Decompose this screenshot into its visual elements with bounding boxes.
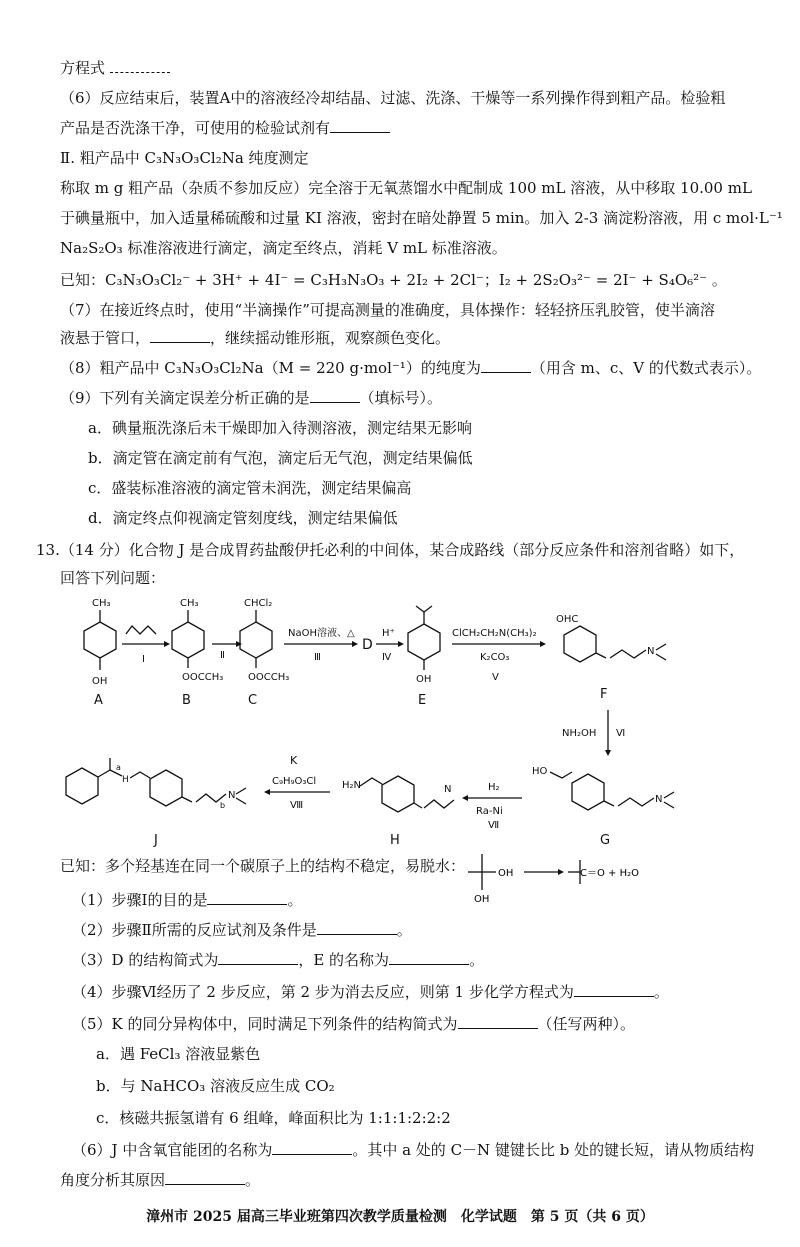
svg-text:NH₂OH: NH₂OH [562,728,597,739]
svg-text:CHCl₂: CHCl₂ [244,598,273,609]
compound-C [240,598,289,708]
sub-question-5: （5）K 的同分异构体中，同时满足下列条件的结构简式为 （任写两种）。 [72,1015,636,1033]
question-13-line1: 13.（14 分）化合物 J 是合成胃药盐酸伊托必利的中间体，某合成路线（部分反应条件和溶剂省略）如下， [36,541,745,559]
svg-text:H₂N: H₂N [342,780,362,791]
question-13-line2: 回答下列问题： [60,569,166,587]
svg-text:H: H [122,775,129,785]
option-c: c．盛装标准溶液的滴定管未润洗，测定结果偏高 [88,479,412,497]
svg-text:OH: OH [498,868,514,879]
arrow-step-II [212,641,242,661]
page-footer: 漳州市 2025 届高三毕业班第四次教学质量检测 化学试题 第 5 页（共 6 页） [146,1209,654,1225]
question-7-line1: （7）在接近终点时，使用“半滴操作”可提高测量的准确度，具体操作：轻轻挤压乳胶管，使半滴溶 [60,301,715,319]
compound-H [342,776,454,848]
question-9: （9）下列有关滴定误差分析正确的是 （填标号）。 [60,389,443,407]
svg-text:b: b [220,801,226,810]
svg-text:C₉H₉O₃Cl: C₉H₉O₃Cl [272,776,317,787]
svg-text:OOCCH₃: OOCCH₃ [248,672,290,683]
arrow-step-VII [462,782,522,831]
svg-text:H₂: H₂ [488,782,500,793]
svg-text:OH: OH [474,894,490,904]
option-d: d．滴定终点仰视滴定管刻度线，测定结果偏低 [88,509,398,527]
compound-A [84,598,116,708]
svg-text:ClCH₂CH₂N(CH₃)₂: ClCH₂CH₂N(CH₃)₂ [452,628,537,639]
svg-text:K: K [290,754,298,767]
svg-text:C＝O + H₂O: C＝O + H₂O [580,868,639,879]
svg-text:CH₃: CH₃ [92,598,111,609]
svg-text:OOCCH₃: OOCCH₃ [182,672,224,683]
svg-text:OHC: OHC [556,614,579,625]
svg-text:N: N [228,790,236,801]
dehydration-scheme [462,848,702,904]
compound-E [408,606,440,708]
svg-text:J: J [154,833,158,848]
svg-text:Ⅴ: Ⅴ [492,672,499,683]
arrow-step-VI [562,710,625,756]
svg-text:a: a [116,763,121,772]
condition-a: a．遇 FeCl₃ 溶液显紫色 [96,1045,261,1063]
option-b: b．滴定管在滴定前有气泡，滴定后无气泡，测定结果偏低 [88,449,473,467]
question-6-line2: 产品是否洗涤干净，可使用的检验试剂有 [60,118,390,138]
arrow-step-VIII [264,754,330,811]
arrow-step-I [122,626,170,665]
svg-text:N: N [444,784,452,795]
svg-text:HO: HO [532,766,548,777]
svg-text:G: G [600,833,611,848]
svg-text:Ⅵ: Ⅵ [616,728,626,739]
text-line: 方程式 [60,58,170,78]
procedure-line2: 于碘量瓶中，加入适量稀硫酸和过量 KI 溶液，密封在暗处静置 5 min。加入 2-3 滴淀粉溶液，用 c mol·L⁻¹ [60,209,783,227]
section-heading-II: Ⅱ. 粗产品中 C₃N₃O₃Cl₂Na 纯度测定 [60,149,309,167]
compound-J [66,758,246,848]
svg-text:Ⅳ: Ⅳ [382,652,392,663]
procedure-line1: 称取 m g 粗产品（杂质不参加反应）完全溶于无氧蒸馏水中配制成 100 mL 溶液，从中移取 10.00 mL [60,179,752,197]
arrow-step-IV [376,628,404,663]
compound-G [532,766,674,848]
svg-text:CH₃: CH₃ [180,598,199,609]
sub-question-6-line1: （6）J 中含氧官能团的名称为 。其中 a 处的 C－N 键键长比 b 处的键长短，请从物质结构 [72,1141,755,1159]
condition-c: c．核磁共振氢谱有 6 组峰，峰面积比为 1:1:1:2:2:2 [96,1109,451,1127]
compound-B [172,598,223,708]
sub-question-4: （4）步骤Ⅵ经历了 2 步反应，第 2 步为消去反应，则第 1 步化学方程式为 。 [72,983,669,1001]
question-8: （8）粗产品中 C₃N₃O₃Cl₂Na（M = 220 g·mol⁻¹）的纯度为 （用含 m、c、V 的代数式表示）。 [60,359,762,377]
svg-text:E: E [418,693,427,708]
sub-question-1: （1）步骤Ⅰ的目的是 。 [72,891,303,909]
svg-text:OH: OH [92,676,108,687]
question-6-line1: （6）反应结束后，装置A中的溶液经冷却结晶、过滤、洗涤、干燥等一系列操作得到粗产品。检验粗 [60,89,726,107]
svg-text:Ⅶ: Ⅶ [488,820,500,831]
svg-text:NaOH溶液、△: NaOH溶液、△ [288,628,355,639]
svg-text:N: N [647,646,655,657]
option-a: a．碘量瓶洗涤后未干燥即加入待测溶液，测定结果无影响 [88,419,472,437]
known-equations: 已知：C₃N₃O₃Cl₂⁻ + 3H⁺ + 4I⁻ = C₃H₃N₃O₃ + 2I₂ + 2Cl⁻；I₂ + 2S₂O₃²⁻ = 2I⁻ + S₄O₆²⁻ 。 [60,271,727,289]
sub-question-6-line2: 角度分析其原因 。 [60,1171,261,1189]
known-condition: 已知：多个羟基连在同一个碳原子上的结构不稳定，易脱水： [60,857,466,875]
synthesis-route-diagram [60,592,780,852]
condition-b: b．与 NaHCO₃ 溶液反应生成 CO₂ [96,1077,335,1095]
sub-question-3: （3）D 的结构简式为 ，E 的名称为 。 [72,951,485,969]
svg-text:H: H [390,833,400,848]
svg-text:Ⅱ: Ⅱ [220,650,225,661]
svg-text:Ⅷ: Ⅷ [290,800,304,811]
procedure-line3: Na₂S₂O₃ 标准溶液进行滴定，滴定至终点，消耗 V mL 标准溶液。 [60,239,507,257]
compound-F [556,614,666,702]
svg-text:B: B [182,693,191,708]
svg-text:Ⅰ: Ⅰ [142,654,145,665]
svg-text:N: N [655,794,663,805]
svg-text:OH: OH [416,674,432,685]
svg-text:K₂CO₃: K₂CO₃ [480,652,510,663]
arrow-step-III [284,626,358,663]
arrow-step-V [452,628,546,683]
svg-text:A: A [94,693,103,708]
svg-text:Ⅲ: Ⅲ [314,652,321,663]
compound-D-label: D [362,637,373,653]
svg-text:Ra-Ni: Ra-Ni [476,806,503,817]
svg-text:C: C [248,693,258,708]
sub-question-2: （2）步骤Ⅱ所需的反应试剂及条件是 。 [72,921,412,939]
question-7-line2: 液悬于管口， ，继续摇动锥形瓶，观察颜色变化。 [60,329,451,347]
svg-text:H⁺: H⁺ [382,628,395,639]
svg-text:F: F [600,687,608,702]
